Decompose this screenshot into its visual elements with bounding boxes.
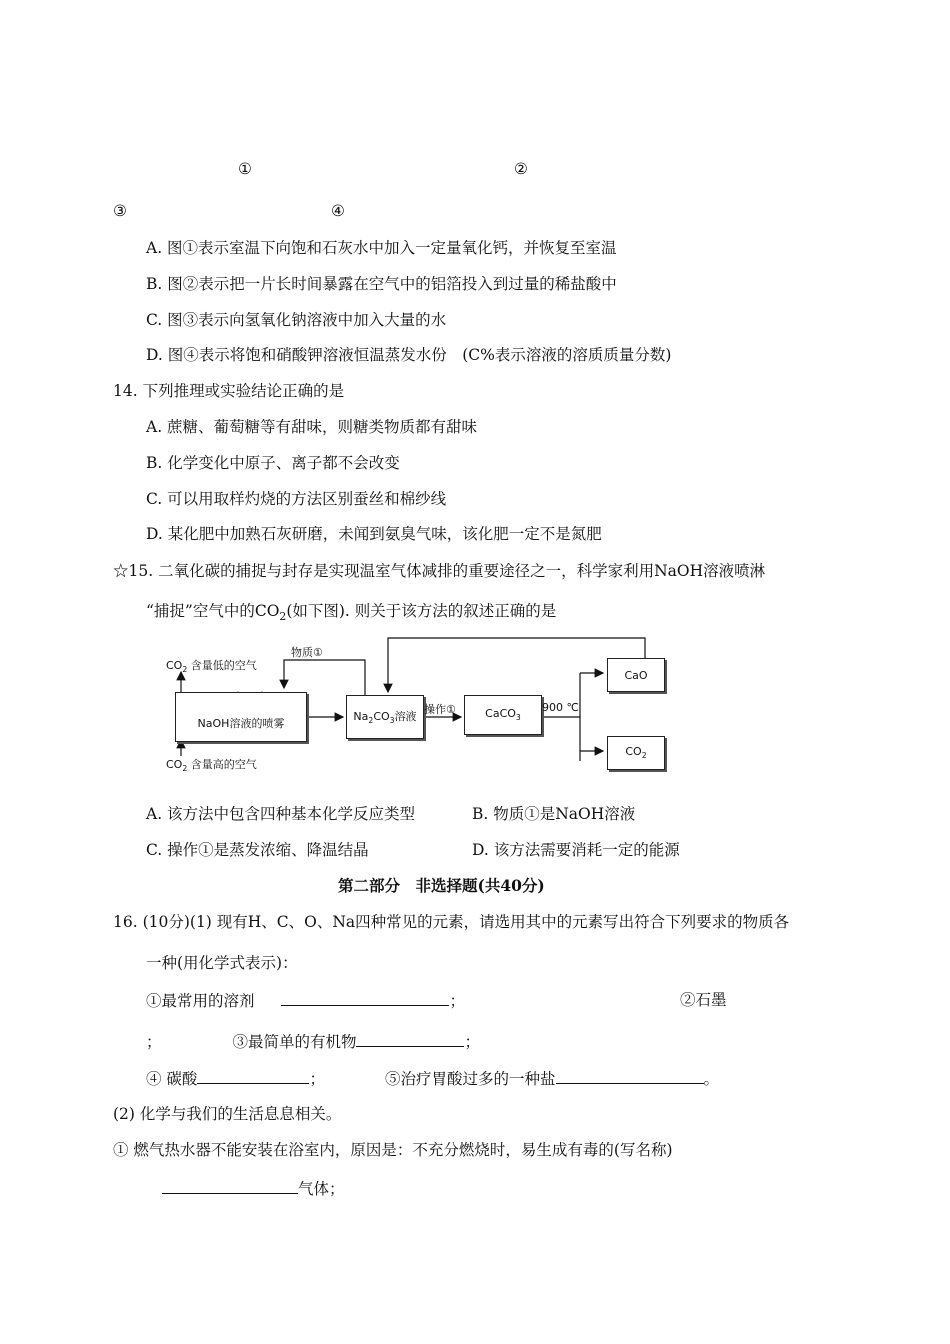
q14-option-a: A. 蔗糖、葡萄糖等有甜味，则糖类物质都有甜味 xyxy=(146,418,478,436)
q16-item3-semicolon: ； xyxy=(464,1033,480,1051)
q13-option-b: B. 图②表示把一片长时间暴露在空气中的铝箔投入到过量的稀盐酸中 xyxy=(146,275,617,293)
q16-line2: 一种(用化学式表示)： xyxy=(146,954,298,972)
q16-q2-1-answer xyxy=(162,1178,345,1199)
q16-line1: 16. (10分)(1) 现有H、C、O、Na四种常见的元素，请选用其中的元素写出符合下列要求的物质各 xyxy=(113,913,790,931)
q15-option-b: B. 物质①是NaOH溶液 xyxy=(472,805,636,823)
q16-item3 xyxy=(146,1031,480,1052)
q16-item1-label: ①最常用的溶剂 xyxy=(146,992,255,1010)
q15-option-a: A. 该方法中包含四种基本化学反应类型 xyxy=(146,805,416,823)
q13-option-d: D. 图④表示将饱和硝酸钾溶液恒温蒸发水份 (C%表示溶液的溶质质量分数) xyxy=(146,346,672,364)
q14-option-d: D. 某化肥中加熟石灰研磨，未闻到氨臭气味，该化肥一定不是氮肥 xyxy=(146,525,602,543)
q13-option-a: A. 图①表示室温下向饱和石灰水中加入一定量氧化钙，并恢复至室温 xyxy=(146,239,617,257)
figure-label-2: ② xyxy=(514,160,528,178)
q16-item4-blank[interactable] xyxy=(197,1068,309,1084)
co2-high-air-label: $CO_2$ 含量高的空气 xyxy=(166,758,257,774)
na2co3-solution-box: $Na_2CO_3$溶液 xyxy=(346,695,424,739)
q14-option-c: C. 可以用取样灼烧的方法区别蚕丝和棉纱线 xyxy=(146,490,447,508)
co2-low-air-label: $CO_2$ 含量低的空气 xyxy=(166,659,257,675)
q16-item1-blank[interactable] xyxy=(281,990,449,1006)
co2-product-box: $CO_2$ xyxy=(607,736,665,770)
q13-option-c: C. 图③表示向氢氧化钠溶液中加入大量的水 xyxy=(146,311,447,329)
q16-item5-period: 。 xyxy=(703,1070,720,1088)
figure-label-3: ③ xyxy=(113,202,127,220)
q16-item2-label: ②石墨 xyxy=(680,991,727,1009)
q16-item3-label: ③最简单的有机物 xyxy=(232,1033,357,1051)
substance1-label: 物质① xyxy=(291,646,323,659)
co2-capture-diagram xyxy=(160,630,700,780)
q14-option-b: B. 化学变化中原子、离子都不会改变 xyxy=(146,454,400,472)
q15-option-c: C. 操作①是蒸发浓缩、降温结晶 xyxy=(146,841,369,859)
q16-item3-blank[interactable] xyxy=(356,1031,464,1047)
naoh-spray-box: NaOH溶液的喷雾 xyxy=(175,692,307,742)
q16-item5-blank[interactable] xyxy=(556,1068,704,1084)
cao-box: CaO xyxy=(607,658,665,692)
temperature-label: 900 ℃ xyxy=(542,701,579,714)
q16-item1 xyxy=(146,990,465,1011)
q16-q2-1-blank[interactable] xyxy=(162,1178,298,1194)
figure-label-4: ④ xyxy=(331,202,345,220)
q16-item4-semicolon: ； xyxy=(309,1070,325,1088)
q16-q2-1: ① 燃气热水器不能安装在浴室内，原因是：不充分燃烧时，易生成有毒的(写名称) xyxy=(113,1141,673,1159)
q16-item4 xyxy=(146,1068,325,1089)
operation1-label: 操作① xyxy=(424,703,456,716)
figure-label-1: ① xyxy=(238,160,252,178)
q16-q2-1-end: 气体； xyxy=(298,1180,345,1198)
caco3-box: CaCO$_3$ xyxy=(464,695,542,735)
q15-stem-line1: ☆15. 二氧化碳的捕捉与封存是实现温室气体减排的重要途径之一，科学家利用NaOH溶液喷淋 xyxy=(113,562,766,580)
q16-item4-label: ④ 碳酸 xyxy=(146,1070,198,1088)
q16-item5-label: ⑤治疗胃酸过多的一种盐 xyxy=(385,1070,556,1088)
q16-item1-semicolon: ； xyxy=(449,992,465,1010)
q15-option-d: D. 该方法需要消耗一定的能源 xyxy=(472,841,680,859)
q16-item5 xyxy=(385,1068,719,1089)
q16-item2-semicolon: ； xyxy=(146,1033,162,1051)
q15-stem-line2: “捕捉”空气中的$CO_2$(如下图). 则关于该方法的叙述正确的是 xyxy=(146,602,557,624)
q16-section2: (2) 化学与我们的生活息息相关。 xyxy=(113,1105,342,1123)
part2-title: 第二部分 非选择题(共40分) xyxy=(338,876,545,895)
q14-stem: 14. 下列推理或实验结论正确的是 xyxy=(113,382,345,400)
